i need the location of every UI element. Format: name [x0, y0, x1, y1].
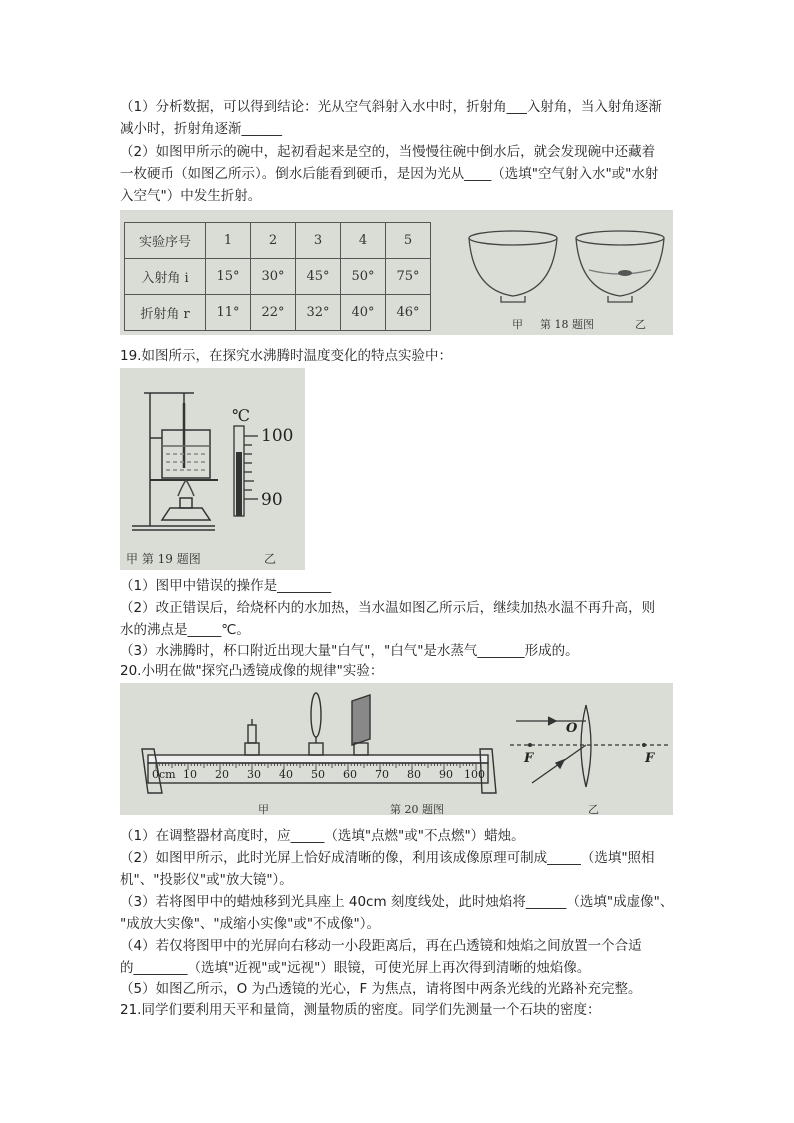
- q19-title: 19.如图所示，在探究水沸腾时温度变化的特点实验中：: [120, 348, 452, 364]
- q19-part1: （1）图甲中错误的操作是________: [120, 578, 332, 594]
- table-cell: 3: [296, 223, 341, 259]
- q19-fig-right-label: 乙: [264, 552, 277, 566]
- table-cell: 45°: [296, 259, 341, 295]
- table-cell: 11°: [206, 295, 251, 331]
- q19-part2-line1: （2）改正错误后，给烧杯内的水加热，当水温如图乙所示后，继续加热水温不再升高，则: [120, 600, 656, 616]
- table-cell: 15°: [206, 259, 251, 295]
- ruler-labels: [152, 768, 492, 782]
- ruler-label: 10: [183, 768, 197, 781]
- q18-figure: [120, 210, 673, 335]
- bowls-illustration: [465, 220, 670, 315]
- ruler-label: 50: [311, 768, 325, 781]
- thermometer-scale: [234, 426, 258, 516]
- bowl-left-body: [469, 238, 557, 296]
- table-cell: 75°: [386, 259, 431, 295]
- lens-center-label: O: [566, 721, 578, 736]
- q20-figure: [120, 683, 673, 815]
- q19-fig-caption: 甲 第 19 题图: [126, 552, 201, 566]
- q18-part1-line1: （1）分析数据，可以得到结论：光从空气斜射入水中时，折射角___入射角，当入射角逐渐: [120, 99, 662, 115]
- table-cell: 入射角 i: [125, 259, 206, 295]
- thermo-low-label: 90: [261, 490, 283, 510]
- q20-part1: （1）在调整器材高度时，应_____（选填"点燃"或"不点燃"）蜡烛。: [120, 828, 525, 844]
- ruler-label: 80: [407, 768, 421, 781]
- q20-fig-left-label: 甲: [258, 803, 269, 816]
- q20-fig-caption: 第 20 题图: [390, 803, 444, 816]
- boiling-apparatus-illustration: [120, 368, 305, 548]
- bowl-left-rim: [469, 231, 557, 245]
- q20-part2-line1: （2）如图甲所示，此时光屏上恰好成清晰的像，利用该成像原理可制成_____（选填"照相: [120, 850, 655, 866]
- focus-right-label: F: [645, 751, 655, 766]
- q18-part2-line1: （2）如图甲所示的碗中，起初看起来是空的，当慢慢往碗中倒水后，就会发现碗中还藏着: [120, 144, 656, 160]
- q20-part4-line1: （4）若仅将图甲中的光屏向右移动一小段距离后，再在凸透镜和烛焰之间放置一个合适: [120, 938, 642, 954]
- q18-part2-line3: 入空气"）中发生折射。: [120, 188, 262, 204]
- q20-part4-line2: 的________（选填"近视"或"远视"）眼镜，可使光屏上再次得到清晰的烛焰像。: [120, 960, 591, 976]
- ruler-label: 90: [439, 768, 453, 781]
- q20-part3-line1: （3）若将图甲中的蜡烛移到光具座上 40cm 刻度线处，此时烛焰将______（选填"成虚像"、: [120, 894, 674, 910]
- q20-part3-line2: "成放大实像"、"成缩小实像"或"不成像"）。: [120, 916, 381, 932]
- q18-fig-caption: 第 18 题图: [540, 318, 594, 331]
- ruler-label: 100: [464, 768, 485, 781]
- table-row: [125, 295, 431, 331]
- table-cell: 1: [206, 223, 251, 259]
- q20-title: 20.小明在做"探究凸透镜成像的规律"实验：: [120, 663, 384, 679]
- table-cell: 30°: [251, 259, 296, 295]
- q20-fig-right-label: 乙: [588, 803, 599, 816]
- table-row: [125, 259, 431, 295]
- coin: [618, 270, 632, 276]
- q20-part5: （5）如图乙所示，O 为凸透镜的光心，F 为焦点，请将图中两条光线的光路补充完整。: [120, 981, 642, 997]
- table-cell: 实验序号: [125, 223, 206, 259]
- q19-part3: （3）水沸腾时，杯口附近出现大量"白气"，"白气"是水蒸气_______形成的。: [120, 643, 579, 659]
- q18-part1-line2: 减小时，折射角逐渐______: [120, 121, 282, 137]
- ruler-label: 70: [375, 768, 389, 781]
- table-cell: 22°: [251, 295, 296, 331]
- focus-left-label: F: [524, 751, 534, 766]
- bowl-right-foot: [608, 296, 632, 302]
- bowl-right-rim: [576, 231, 664, 245]
- q20-part2-line2: 机"、"投影仪"或"放大镜"）。: [120, 872, 293, 888]
- q18-fig-left-label: 甲: [512, 318, 523, 331]
- ruler-label: 20: [215, 768, 229, 781]
- thermo-high-label: 100: [261, 426, 294, 446]
- table-row: [125, 223, 431, 259]
- table-cell: 50°: [341, 259, 386, 295]
- thermo-unit: ℃: [232, 406, 250, 425]
- q18-fig-right-label: 乙: [635, 318, 646, 331]
- q18-data-table: [124, 222, 431, 331]
- q19-figure: [120, 368, 305, 570]
- ruler-label: 30: [247, 768, 261, 781]
- table-cell: 40°: [341, 295, 386, 331]
- ruler-label: 60: [343, 768, 357, 781]
- q18-part2-line2: 一枚硬币（如图乙所示）。倒水后能看到硬币，是因为光从____（选填"空气射入水"或"水射: [120, 166, 659, 182]
- ruler-label: 0cm: [152, 768, 176, 781]
- table-cell: 5: [386, 223, 431, 259]
- bowl-right-body: [576, 238, 664, 296]
- table-cell: 4: [341, 223, 386, 259]
- q19-part2-line2: 水的沸点是_____℃。: [120, 622, 250, 638]
- table-cell: 46°: [386, 295, 431, 331]
- ray-diagram: [510, 705, 670, 787]
- bowl-left-foot: [501, 296, 525, 302]
- q21-title: 21.同学们要利用天平和量筒，测量物质的密度。同学们先测量一个石块的密度：: [120, 1002, 601, 1018]
- table-cell: 2: [251, 223, 296, 259]
- table-cell: 32°: [296, 295, 341, 331]
- ruler-label: 40: [279, 768, 293, 781]
- table-cell: 折射角 r: [125, 295, 206, 331]
